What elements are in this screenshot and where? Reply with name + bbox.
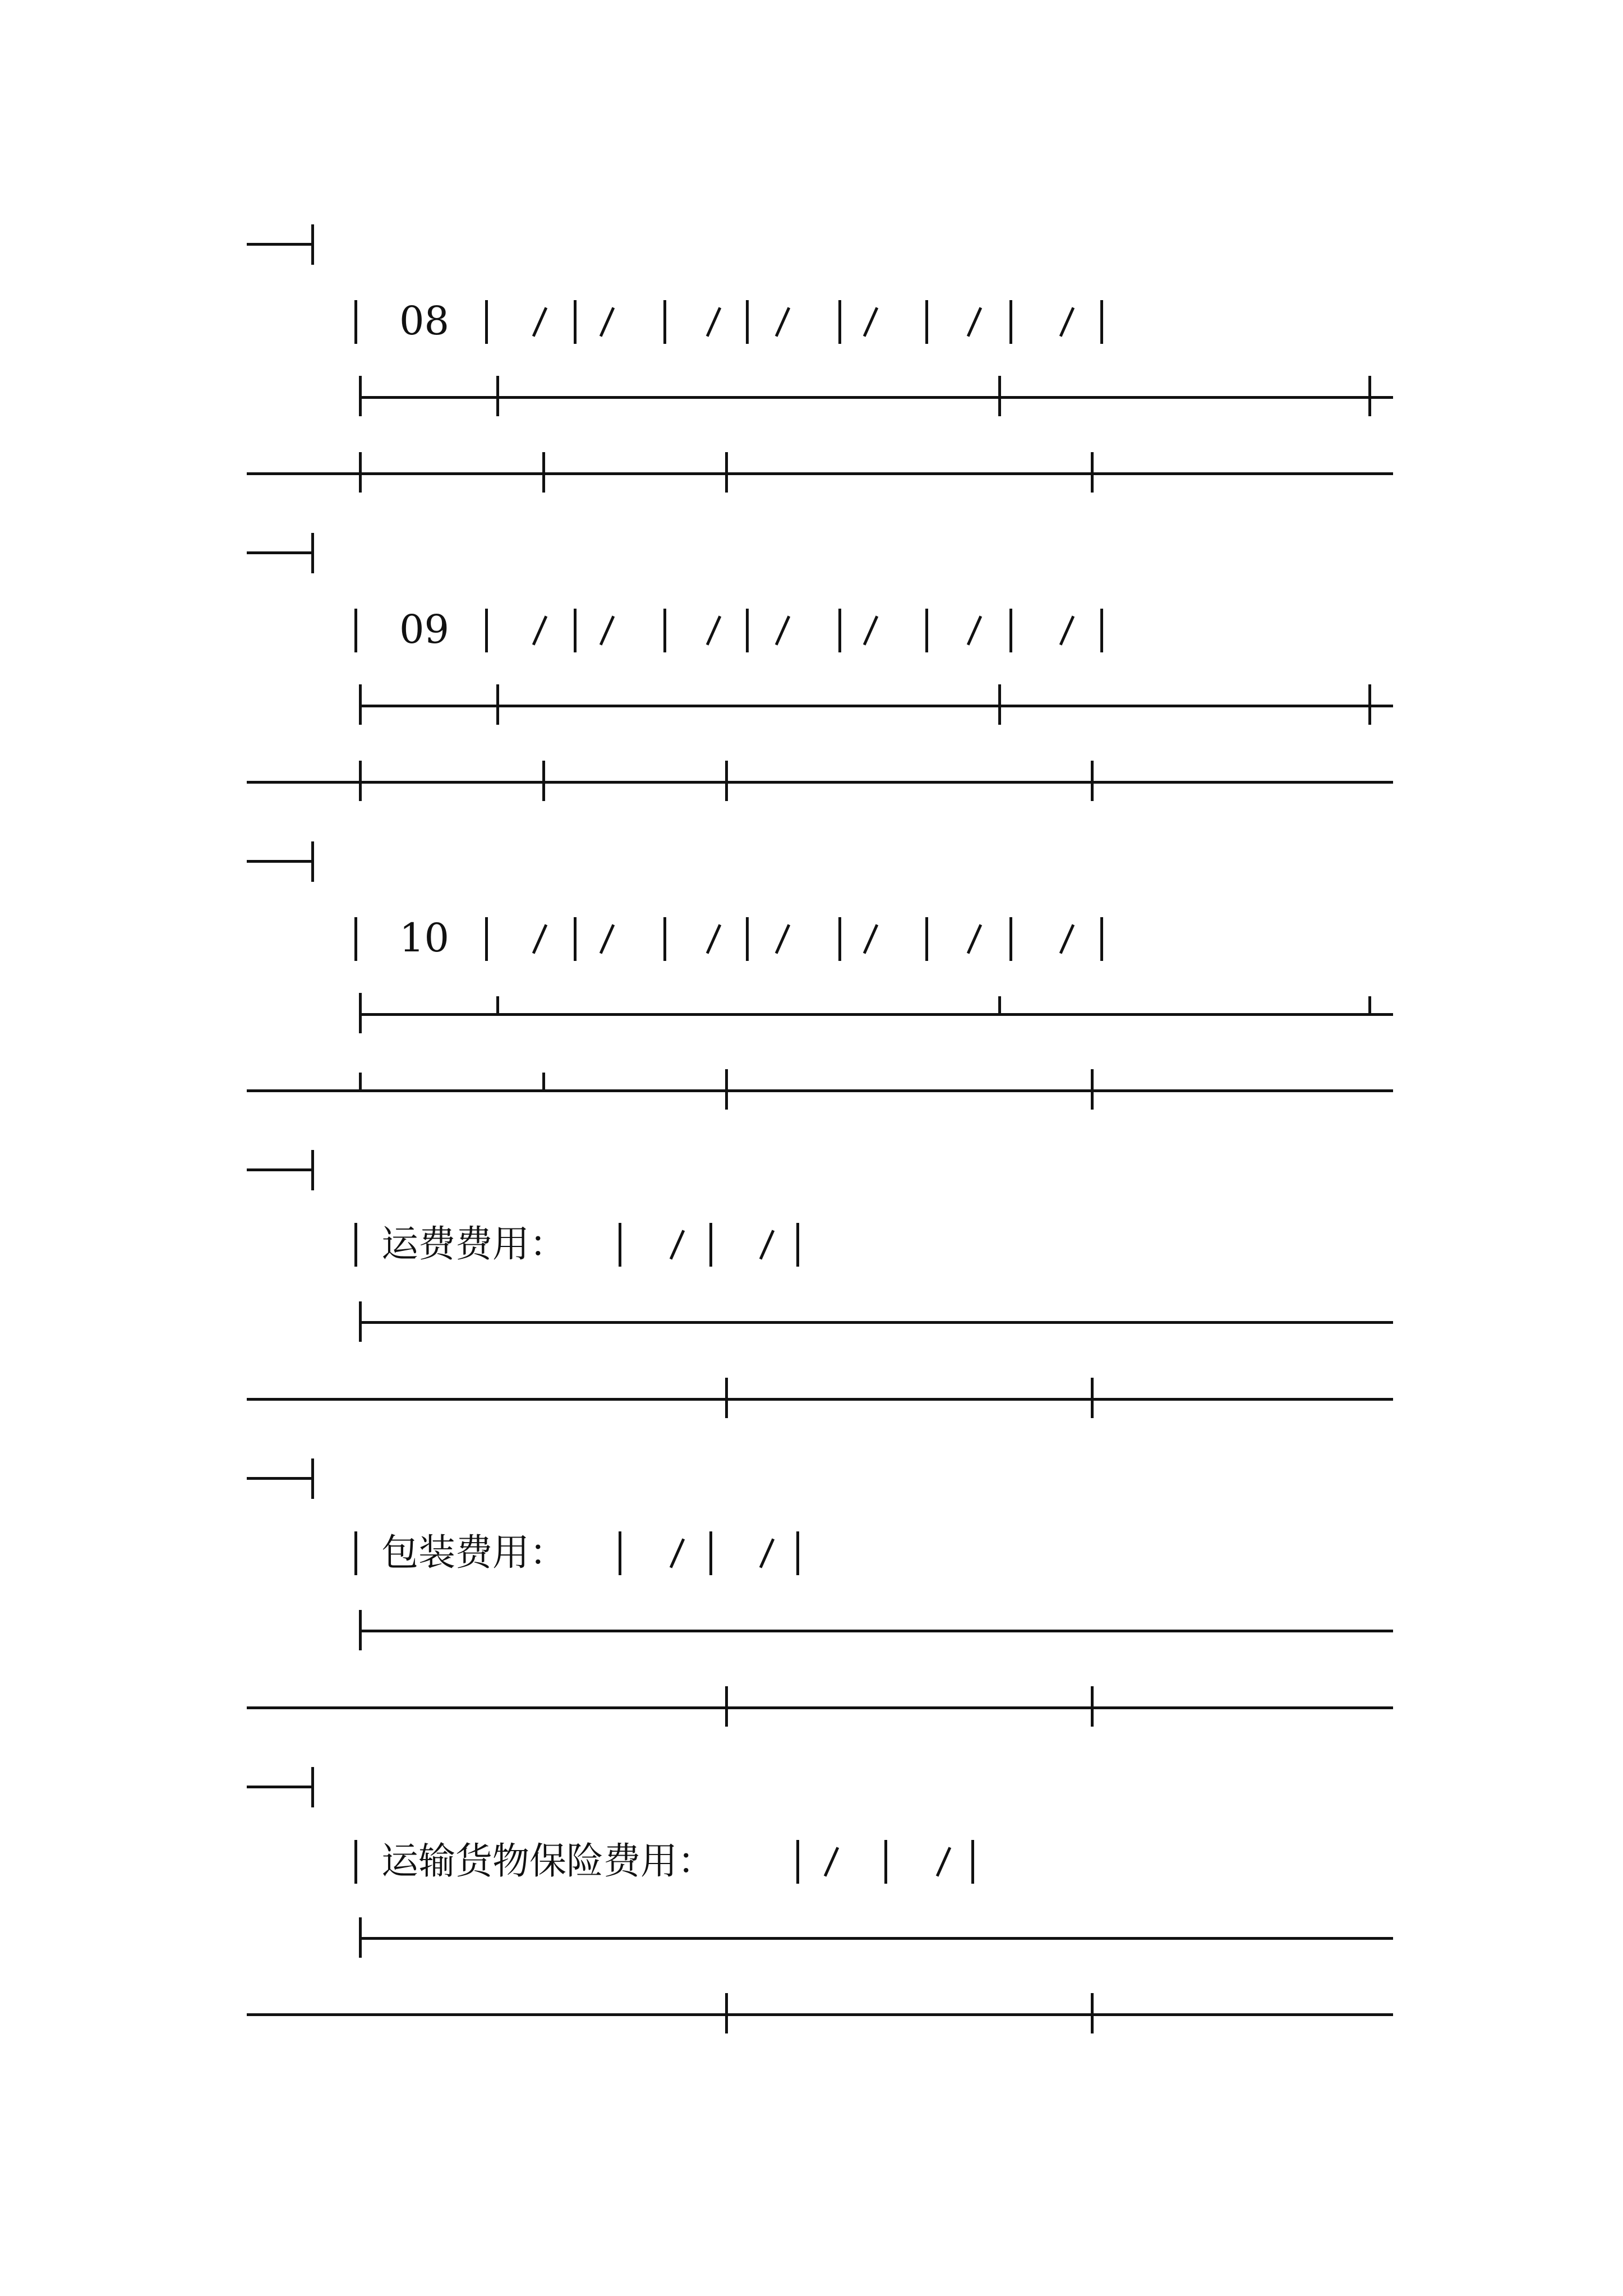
cell-separator [354,1531,357,1575]
cell-separator [884,1840,887,1884]
cell-separator [1100,300,1103,344]
cell-separator [746,300,749,344]
table-border [542,452,545,493]
table-border [247,781,1393,784]
cell-separator [354,917,357,961]
table-border [360,1630,1393,1632]
cell-separator [796,1531,799,1575]
cell-separator [925,609,928,652]
slash-mark [759,1538,774,1568]
table-border [725,1993,728,2033]
row-number: 09 [399,606,450,652]
table-border [359,993,362,1033]
cell-separator [838,917,841,961]
slash-mark [775,924,790,954]
cell-separator [619,1531,621,1575]
table-border [496,684,499,725]
table-border [311,1458,314,1499]
table-border [359,1073,362,1091]
row-number: 10 [399,915,450,961]
table-border [311,533,314,573]
table-border [311,1767,314,1807]
table-border [360,1937,1393,1940]
table-border [247,243,314,246]
table-border [1091,1378,1094,1418]
table-border [247,2013,1393,2016]
cell-separator [796,1840,799,1884]
slash-mark [706,307,721,337]
slash-mark [1059,307,1075,337]
table-border [360,396,1393,399]
table-border [1091,452,1094,493]
table-border [1091,1069,1094,1110]
table-border [1368,376,1371,416]
table-border [359,376,362,416]
table-border [359,1610,362,1650]
fee-label: 运输货物保险费用： [381,1839,714,1883]
cell-separator [1009,300,1012,344]
table-border [247,860,314,863]
table-border [725,452,728,493]
table-border [725,1686,728,1727]
table-border [359,761,362,801]
table-border [1091,1993,1094,2033]
cell-separator [354,1223,357,1267]
table-border [311,841,314,882]
table-border [725,1069,728,1110]
slash-mark [706,615,721,645]
slash-mark [670,1538,685,1568]
table-border [998,996,1001,1014]
slash-mark [775,615,790,645]
fee-label: 运费费用： [381,1222,566,1266]
cell-separator [709,1531,712,1575]
table-border [247,1089,1393,1092]
slash-mark [600,924,615,954]
cell-separator [1009,917,1012,961]
table-border [542,761,545,801]
cell-separator [838,609,841,652]
table-border [360,705,1393,707]
table-border [998,684,1001,725]
cell-separator [485,917,488,961]
table-border [1091,1686,1094,1727]
row-number: 08 [399,298,450,344]
table-border [311,1150,314,1190]
slash-mark [532,615,547,645]
slash-mark [600,615,615,645]
table-border [247,1477,314,1480]
slash-mark [967,307,982,337]
cell-separator [925,300,928,344]
cell-separator [485,300,488,344]
table-border [998,376,1001,416]
cell-separator [663,300,666,344]
table-border [247,551,314,554]
table-border [359,1917,362,1958]
slash-mark [1059,924,1075,954]
cell-separator [619,1223,621,1267]
table-border [725,1378,728,1418]
slash-mark [600,307,615,337]
cell-separator [971,1840,974,1884]
table-border [1368,996,1371,1014]
slash-mark [824,1847,839,1876]
table-border [360,1321,1393,1324]
slash-mark [1059,615,1075,645]
cell-separator [354,609,357,652]
fee-label: 包装费用： [381,1531,566,1574]
slash-mark [532,924,547,954]
table-border [1091,761,1094,801]
cell-separator [709,1223,712,1267]
table-border [542,1073,545,1091]
slash-mark [967,615,982,645]
slash-mark [863,924,878,954]
cell-separator [796,1223,799,1267]
table-border [496,996,499,1014]
slash-mark [936,1847,951,1876]
slash-mark [759,1230,774,1259]
table-border [359,452,362,493]
slash-mark [532,307,547,337]
table-border [1368,684,1371,725]
cell-separator [574,300,577,344]
cell-separator [838,300,841,344]
table-border [359,1301,362,1342]
cell-separator [746,609,749,652]
cell-separator [1100,609,1103,652]
cell-separator [574,609,577,652]
table-border [359,684,362,725]
slash-mark [775,307,790,337]
cell-separator [925,917,928,961]
cell-separator [746,917,749,961]
slash-mark [967,924,982,954]
slash-mark [863,307,878,337]
table-border [247,1706,1393,1709]
cell-separator [574,917,577,961]
cell-separator [485,609,488,652]
slash-mark [863,615,878,645]
cell-separator [663,609,666,652]
table-border [360,1013,1393,1016]
cell-separator [663,917,666,961]
table-border [311,224,314,265]
table-border [247,1168,314,1171]
table-border [247,1398,1393,1401]
table-border [725,761,728,801]
slash-mark [670,1230,685,1259]
table-border [496,376,499,416]
cell-separator [1100,917,1103,961]
cell-separator [354,300,357,344]
cell-separator [1009,609,1012,652]
table-border [247,1786,314,1788]
cell-separator [354,1840,357,1884]
table-border [247,472,1393,475]
slash-mark [706,924,721,954]
